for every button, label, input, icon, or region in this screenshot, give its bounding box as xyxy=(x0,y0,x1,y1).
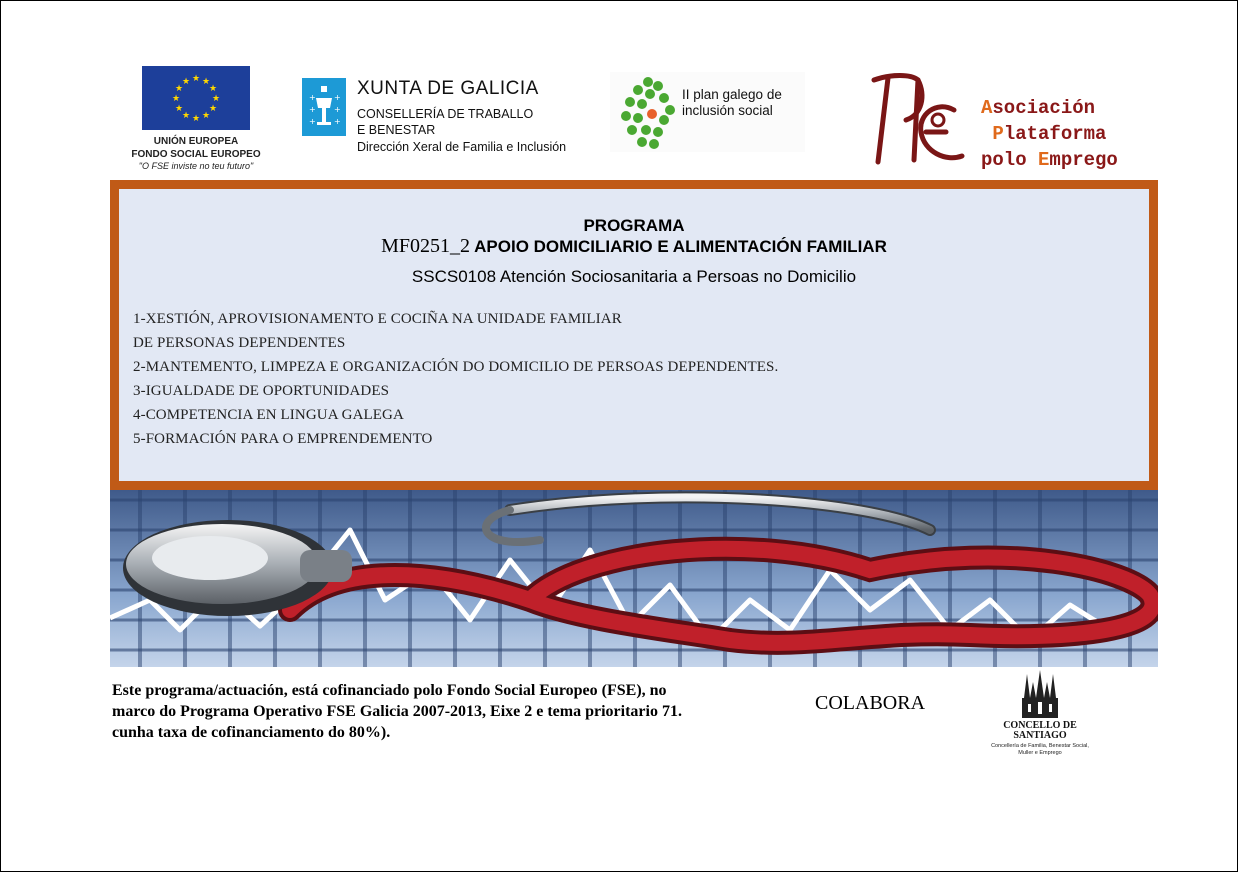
eu-motto: "O FSE inviste no teu futuro" xyxy=(138,161,254,171)
association-word-1: sociación xyxy=(992,97,1096,119)
svg-text:★: ★ xyxy=(181,111,191,121)
module-item: 4-COMPETENCIA EN LINGUA GALEGA xyxy=(133,407,404,423)
pe-monogram-icon xyxy=(866,70,976,170)
eu-flag-icon xyxy=(142,66,250,130)
plan-title: II plan galego de xyxy=(682,87,782,102)
svg-text:+: + xyxy=(334,105,341,114)
eu-title: UNIÓN EUROPEA xyxy=(153,136,239,147)
svg-text:+: + xyxy=(309,117,316,126)
association-word-3: polo xyxy=(981,149,1039,171)
svg-text:★: ★ xyxy=(208,84,218,94)
funding-statement xyxy=(112,680,802,743)
funding-line-3: cunha taxa de cofinanciamento do 80%). xyxy=(112,724,391,741)
concello-department-line-2: Muller e Emprego xyxy=(1018,750,1062,756)
concello-santiago-logo xyxy=(988,668,1092,768)
xunta-title: XUNTA DE GALICIA xyxy=(357,78,539,99)
module-item: 2-MANTEMENTO, LIMPEZA E ORGANIZACIÓN DO DOMICILIO DE PERSOAS DEPENDENTES. xyxy=(133,359,779,375)
xunta-department-cont: E BENESTAR xyxy=(357,123,436,137)
concello-department-line-1: Concellería de Familia, Benestar Social, xyxy=(991,743,1089,749)
program-code: MF0251_2 xyxy=(381,235,471,257)
program-certificate: SSCS0108 Atención Sociosanitaria a Persoas no Domicilio xyxy=(411,267,857,286)
program-name: APOIO DOMICILIARIO E ALIMENTACIÓN FAMILIAR xyxy=(470,237,887,256)
svg-text:★: ★ xyxy=(174,104,184,114)
module-list xyxy=(133,307,778,451)
svg-text:★: ★ xyxy=(211,94,221,104)
module-item: 1-XESTIÓN, APROVISIONAMENTO E COCIÑA NA UNIDADE FAMILIAR xyxy=(133,311,622,327)
association-word-2: lataforma xyxy=(1003,123,1107,145)
association-initial-a: A xyxy=(981,97,993,119)
green-dots-icon xyxy=(618,74,682,150)
cathedral-icon xyxy=(1018,668,1062,720)
xunta-logo xyxy=(302,76,592,158)
concello-department xyxy=(988,743,1092,757)
svg-text:★: ★ xyxy=(208,104,218,114)
program-heading: PROGRAMA xyxy=(583,216,685,235)
svg-text:★: ★ xyxy=(201,77,211,87)
plan-inclusion-logo xyxy=(610,72,805,152)
svg-text:★: ★ xyxy=(174,84,184,94)
svg-text:★: ★ xyxy=(191,114,201,124)
plan-subtitle: inclusión social xyxy=(682,103,773,118)
eu-fund-name: FONDO SOCIAL EUROPEO xyxy=(131,149,261,160)
svg-text:+: + xyxy=(334,93,341,102)
module-item: 5-FORMACIÓN PARA O EMPRENDEMENTO xyxy=(133,431,433,447)
association-name xyxy=(981,95,1118,173)
funding-line-2: marco do Programa Operativo FSE Galicia 2007-2013, Eixe 2 e tema prioritario 71. xyxy=(112,703,682,720)
xunta-directorate: Dirección Xeral de Familia e Inclusión xyxy=(357,140,567,154)
svg-text:+: + xyxy=(309,93,316,102)
xunta-department: CONSELLERÍA DE TRABALLO xyxy=(357,107,534,121)
svg-text:★: ★ xyxy=(201,111,211,121)
module-item: DE PERSONAS DEPENDENTES xyxy=(133,335,346,351)
association-initial-p: P xyxy=(992,123,1004,145)
svg-text:+: + xyxy=(334,117,341,126)
funding-line-1: Este programa/actuación, está cofinanciado polo Fondo Social Europeo (FSE), no xyxy=(112,682,667,699)
association-initial-e: E xyxy=(1038,149,1050,171)
svg-text:★: ★ xyxy=(191,74,201,84)
xunta-shield-icon xyxy=(302,78,346,136)
concello-name-line-1: CONCELLO DE xyxy=(1003,720,1077,731)
association-word-4: mprego xyxy=(1049,149,1118,171)
concello-name xyxy=(988,721,1092,741)
concello-name-line-2: SANTIAGO xyxy=(1013,730,1067,741)
association-logo xyxy=(866,70,1156,176)
eu-logo xyxy=(120,66,272,176)
svg-text:★: ★ xyxy=(181,77,191,87)
module-item: 3-IGUALDADE DE OPORTUNIDADES xyxy=(133,383,390,399)
program-title xyxy=(119,235,1149,258)
program-box xyxy=(110,180,1158,490)
svg-text:+: + xyxy=(309,105,316,114)
colabora-label: COLABORA xyxy=(815,692,926,714)
stethoscope-heart-illustration xyxy=(110,490,1158,667)
svg-text:★: ★ xyxy=(171,94,181,104)
